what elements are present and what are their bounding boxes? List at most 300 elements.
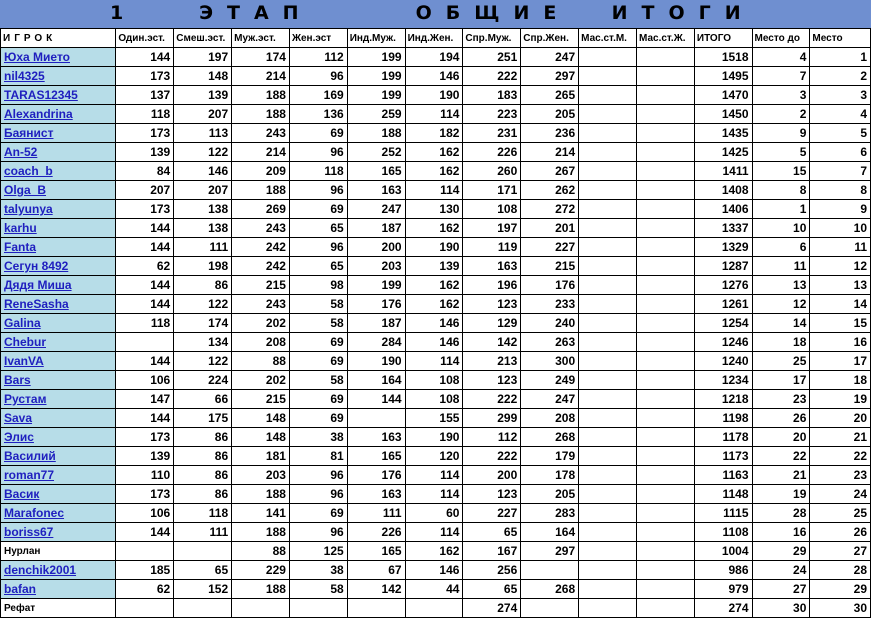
- score-cell: 162: [405, 295, 463, 314]
- score-cell: 139: [116, 447, 174, 466]
- score-cell: 227: [521, 238, 579, 257]
- score-cell: 16: [752, 523, 810, 542]
- score-cell: 108: [463, 200, 521, 219]
- score-cell: 84: [116, 162, 174, 181]
- score-cell: 185: [116, 561, 174, 580]
- score-cell: 21: [810, 428, 871, 447]
- score-cell: 209: [232, 162, 290, 181]
- player-link[interactable]: Marafonec: [1, 504, 116, 523]
- score-cell: [521, 561, 579, 580]
- column-header: Смеш.эст.: [174, 29, 232, 48]
- score-cell: 164: [521, 523, 579, 542]
- score-cell: 142: [347, 580, 405, 599]
- column-header: Инд.Муж.: [347, 29, 405, 48]
- player-link[interactable]: Alexandrina: [1, 105, 116, 124]
- column-header: Инд.Жен.: [405, 29, 463, 48]
- score-cell: 175: [174, 409, 232, 428]
- score-cell: [579, 333, 637, 352]
- score-cell: 1178: [694, 428, 752, 447]
- score-cell: 118: [289, 162, 347, 181]
- score-cell: 11: [810, 238, 871, 257]
- player-link[interactable]: Элис: [1, 428, 116, 447]
- score-cell: 5: [810, 124, 871, 143]
- score-cell: 38: [289, 428, 347, 447]
- score-cell: 144: [116, 276, 174, 295]
- score-cell: 27: [752, 580, 810, 599]
- score-cell: 125: [289, 542, 347, 561]
- player-link[interactable]: Sava: [1, 409, 116, 428]
- score-cell: 197: [174, 48, 232, 67]
- score-cell: 272: [521, 200, 579, 219]
- score-cell: 24: [752, 561, 810, 580]
- score-cell: 13: [752, 276, 810, 295]
- score-cell: [637, 428, 695, 447]
- score-cell: 1254: [694, 314, 752, 333]
- score-cell: 262: [521, 181, 579, 200]
- score-cell: 176: [347, 466, 405, 485]
- score-cell: 22: [810, 447, 871, 466]
- table-row: [1, 561, 871, 580]
- score-cell: 1435: [694, 124, 752, 143]
- score-cell: 1246: [694, 333, 752, 352]
- score-cell: 19: [810, 390, 871, 409]
- score-cell: 96: [289, 466, 347, 485]
- score-cell: [174, 542, 232, 561]
- score-cell: 986: [694, 561, 752, 580]
- score-cell: 187: [347, 219, 405, 238]
- score-cell: 188: [232, 523, 290, 542]
- score-cell: 163: [463, 257, 521, 276]
- score-cell: [637, 48, 695, 67]
- score-cell: [579, 143, 637, 162]
- score-cell: [579, 295, 637, 314]
- score-cell: 174: [174, 314, 232, 333]
- score-cell: 152: [174, 580, 232, 599]
- score-cell: 8: [810, 181, 871, 200]
- score-cell: 13: [810, 276, 871, 295]
- score-cell: [637, 257, 695, 276]
- table-row: [1, 333, 871, 352]
- score-cell: 251: [463, 48, 521, 67]
- score-cell: 134: [174, 333, 232, 352]
- score-cell: 215: [232, 276, 290, 295]
- score-cell: 1406: [694, 200, 752, 219]
- score-cell: [579, 181, 637, 200]
- table-row: [1, 124, 871, 143]
- score-cell: 111: [174, 238, 232, 257]
- score-cell: 60: [405, 504, 463, 523]
- score-cell: 1240: [694, 352, 752, 371]
- score-cell: 1495: [694, 67, 752, 86]
- score-cell: 269: [232, 200, 290, 219]
- table-row: [1, 86, 871, 105]
- score-cell: 144: [347, 390, 405, 409]
- score-cell: 256: [463, 561, 521, 580]
- column-header: Мас.ст.Ж.: [637, 29, 695, 48]
- player-link[interactable]: talyunya: [1, 200, 116, 219]
- score-cell: 138: [174, 200, 232, 219]
- column-header: Место до: [752, 29, 810, 48]
- score-cell: 96: [289, 485, 347, 504]
- table-row: [1, 504, 871, 523]
- score-cell: [579, 67, 637, 86]
- score-cell: [637, 86, 695, 105]
- score-cell: 29: [810, 580, 871, 599]
- score-cell: 243: [232, 295, 290, 314]
- score-cell: [116, 333, 174, 352]
- score-cell: 139: [116, 143, 174, 162]
- sheet-title: 1 ЭТАП ОБЩИЕ ИТОГИ: [110, 2, 755, 24]
- score-cell: 25: [810, 504, 871, 523]
- column-header: Жен.эст: [289, 29, 347, 48]
- score-cell: 207: [174, 105, 232, 124]
- column-header: Мас.ст.М.: [579, 29, 637, 48]
- score-cell: [637, 542, 695, 561]
- score-cell: 222: [463, 67, 521, 86]
- player-link[interactable]: boriss67: [1, 523, 116, 542]
- score-cell: 155: [405, 409, 463, 428]
- score-cell: 1425: [694, 143, 752, 162]
- score-cell: [637, 219, 695, 238]
- score-cell: 129: [463, 314, 521, 333]
- score-cell: 214: [232, 143, 290, 162]
- score-cell: 67: [347, 561, 405, 580]
- score-cell: 190: [405, 238, 463, 257]
- score-cell: 188: [232, 181, 290, 200]
- score-cell: 4: [810, 105, 871, 124]
- score-cell: [637, 238, 695, 257]
- score-cell: 20: [810, 409, 871, 428]
- score-cell: 252: [347, 143, 405, 162]
- score-cell: 1337: [694, 219, 752, 238]
- score-cell: 28: [752, 504, 810, 523]
- score-cell: 207: [116, 181, 174, 200]
- score-cell: 231: [463, 124, 521, 143]
- score-cell: 69: [289, 390, 347, 409]
- score-cell: 113: [174, 124, 232, 143]
- score-cell: [637, 181, 695, 200]
- score-cell: 226: [463, 143, 521, 162]
- score-cell: 2: [752, 105, 810, 124]
- table-row: [1, 162, 871, 181]
- player-link[interactable]: Chebur: [1, 333, 116, 352]
- score-cell: [579, 257, 637, 276]
- score-cell: 260: [463, 162, 521, 181]
- table-row: [1, 48, 871, 67]
- score-cell: [579, 162, 637, 181]
- player-link[interactable]: Galina: [1, 314, 116, 333]
- score-cell: [637, 67, 695, 86]
- player-link[interactable]: coach_b: [1, 162, 116, 181]
- score-cell: [637, 580, 695, 599]
- score-cell: 173: [116, 428, 174, 447]
- table-row: [1, 67, 871, 86]
- score-cell: 123: [463, 485, 521, 504]
- score-cell: 199: [347, 67, 405, 86]
- score-cell: 65: [463, 523, 521, 542]
- score-cell: 148: [232, 409, 290, 428]
- score-cell: 8: [752, 181, 810, 200]
- score-cell: 118: [116, 314, 174, 333]
- score-cell: 23: [752, 390, 810, 409]
- score-cell: [637, 105, 695, 124]
- score-cell: 1108: [694, 523, 752, 542]
- score-cell: 146: [174, 162, 232, 181]
- score-cell: 274: [463, 599, 521, 618]
- player-link[interactable]: Баянист: [1, 124, 116, 143]
- score-cell: 283: [521, 504, 579, 523]
- score-cell: 19: [752, 485, 810, 504]
- score-cell: [579, 428, 637, 447]
- score-cell: 96: [289, 238, 347, 257]
- player-link[interactable]: Васик: [1, 485, 116, 504]
- score-cell: 98: [289, 276, 347, 295]
- score-cell: 144: [116, 523, 174, 542]
- score-cell: [637, 124, 695, 143]
- score-cell: 12: [752, 295, 810, 314]
- score-cell: 190: [347, 352, 405, 371]
- score-cell: [637, 200, 695, 219]
- score-cell: 65: [289, 257, 347, 276]
- score-cell: 110: [116, 466, 174, 485]
- score-cell: 137: [116, 86, 174, 105]
- column-header: Место: [810, 29, 871, 48]
- score-cell: 190: [405, 428, 463, 447]
- score-cell: [579, 523, 637, 542]
- score-cell: 15: [810, 314, 871, 333]
- score-cell: 300: [521, 352, 579, 371]
- score-cell: 88: [232, 542, 290, 561]
- score-cell: 114: [405, 466, 463, 485]
- table-row: [1, 485, 871, 504]
- score-cell: 199: [347, 48, 405, 67]
- score-cell: 96: [289, 523, 347, 542]
- player-link[interactable]: Юха Мието: [1, 48, 116, 67]
- player-name: Нурлан: [1, 542, 116, 561]
- score-cell: 10: [752, 219, 810, 238]
- score-cell: [579, 390, 637, 409]
- score-cell: 182: [405, 124, 463, 143]
- score-cell: [579, 352, 637, 371]
- score-cell: [579, 124, 637, 143]
- table-row: [1, 466, 871, 485]
- score-cell: 267: [521, 162, 579, 181]
- score-cell: [579, 371, 637, 390]
- player-link[interactable]: TARAS12345: [1, 86, 116, 105]
- score-cell: 142: [463, 333, 521, 352]
- score-cell: 58: [289, 371, 347, 390]
- score-cell: 163: [347, 181, 405, 200]
- table-row: [1, 523, 871, 542]
- player-link[interactable]: roman77: [1, 466, 116, 485]
- player-name: Рефат: [1, 599, 116, 618]
- score-cell: 1329: [694, 238, 752, 257]
- score-cell: 12: [810, 257, 871, 276]
- score-cell: 199: [347, 276, 405, 295]
- table-row: [1, 219, 871, 238]
- score-cell: 196: [463, 276, 521, 295]
- score-cell: 187: [347, 314, 405, 333]
- player-link[interactable]: Рустам: [1, 390, 116, 409]
- score-cell: 183: [463, 86, 521, 105]
- score-cell: 96: [289, 67, 347, 86]
- score-cell: 169: [289, 86, 347, 105]
- score-cell: 114: [405, 485, 463, 504]
- score-cell: 263: [521, 333, 579, 352]
- score-cell: 1004: [694, 542, 752, 561]
- table-row: [1, 447, 871, 466]
- score-cell: 1470: [694, 86, 752, 105]
- table-row: [1, 276, 871, 295]
- table-row: [1, 105, 871, 124]
- column-header: Муж.эст.: [232, 29, 290, 48]
- score-cell: 65: [174, 561, 232, 580]
- score-cell: 114: [405, 181, 463, 200]
- score-cell: 163: [347, 428, 405, 447]
- player-link[interactable]: Василий: [1, 447, 116, 466]
- score-cell: [637, 561, 695, 580]
- player-link[interactable]: Bars: [1, 371, 116, 390]
- score-cell: 123: [463, 371, 521, 390]
- score-cell: 96: [289, 143, 347, 162]
- score-cell: 249: [521, 371, 579, 390]
- score-cell: 114: [405, 523, 463, 542]
- score-cell: 144: [116, 352, 174, 371]
- score-cell: 139: [174, 86, 232, 105]
- score-cell: 1518: [694, 48, 752, 67]
- player-link[interactable]: ReneSasha: [1, 295, 116, 314]
- score-cell: 111: [347, 504, 405, 523]
- score-cell: 259: [347, 105, 405, 124]
- score-cell: 178: [521, 466, 579, 485]
- player-link[interactable]: karhu: [1, 219, 116, 238]
- score-cell: 163: [347, 485, 405, 504]
- score-cell: 14: [810, 295, 871, 314]
- score-cell: 4: [752, 48, 810, 67]
- score-cell: 222: [463, 390, 521, 409]
- score-cell: 164: [347, 371, 405, 390]
- score-cell: 122: [174, 143, 232, 162]
- score-cell: 86: [174, 428, 232, 447]
- score-cell: 7: [810, 162, 871, 181]
- score-cell: 130: [405, 200, 463, 219]
- score-cell: 17: [810, 352, 871, 371]
- score-cell: 297: [521, 67, 579, 86]
- score-cell: 1261: [694, 295, 752, 314]
- score-cell: 112: [289, 48, 347, 67]
- player-link[interactable]: Olga_B: [1, 181, 116, 200]
- score-cell: [637, 162, 695, 181]
- score-cell: 123: [463, 295, 521, 314]
- score-cell: 2: [810, 67, 871, 86]
- score-cell: 111: [174, 523, 232, 542]
- score-cell: [637, 314, 695, 333]
- player-link[interactable]: An-52: [1, 143, 116, 162]
- score-cell: [347, 409, 405, 428]
- player-link[interactable]: bafan: [1, 580, 116, 599]
- column-header: ИТОГО: [694, 29, 752, 48]
- score-cell: 65: [289, 219, 347, 238]
- table-row: [1, 314, 871, 333]
- score-cell: 215: [232, 390, 290, 409]
- score-cell: 86: [174, 485, 232, 504]
- player-link[interactable]: Fanta: [1, 238, 116, 257]
- score-cell: 214: [521, 143, 579, 162]
- score-cell: 176: [521, 276, 579, 295]
- score-cell: 114: [405, 352, 463, 371]
- score-cell: 15: [752, 162, 810, 181]
- score-cell: 188: [347, 124, 405, 143]
- score-cell: 215: [521, 257, 579, 276]
- score-cell: 162: [405, 542, 463, 561]
- score-cell: 188: [232, 580, 290, 599]
- score-cell: 6: [810, 143, 871, 162]
- score-cell: 165: [347, 447, 405, 466]
- score-cell: [579, 485, 637, 504]
- score-cell: 3: [810, 86, 871, 105]
- score-cell: 38: [289, 561, 347, 580]
- player-link[interactable]: Дядя Миша: [1, 276, 116, 295]
- score-cell: 10: [810, 219, 871, 238]
- score-cell: 108: [405, 371, 463, 390]
- score-cell: 190: [405, 86, 463, 105]
- score-cell: [116, 542, 174, 561]
- score-cell: 162: [405, 162, 463, 181]
- score-cell: 144: [116, 219, 174, 238]
- score-cell: 213: [463, 352, 521, 371]
- score-cell: 122: [174, 295, 232, 314]
- player-link[interactable]: nil4325: [1, 67, 116, 86]
- score-cell: 179: [521, 447, 579, 466]
- score-cell: [637, 276, 695, 295]
- score-cell: 30: [752, 599, 810, 618]
- score-cell: 18: [752, 333, 810, 352]
- score-cell: 120: [405, 447, 463, 466]
- score-cell: 141: [232, 504, 290, 523]
- table-row: [1, 428, 871, 447]
- score-cell: 112: [463, 428, 521, 447]
- score-cell: 247: [521, 48, 579, 67]
- score-cell: [637, 466, 695, 485]
- player-link[interactable]: Сегун 8492: [1, 257, 116, 276]
- score-cell: 1: [810, 48, 871, 67]
- score-cell: 162: [405, 143, 463, 162]
- score-cell: 69: [289, 333, 347, 352]
- score-cell: [579, 219, 637, 238]
- score-cell: 1: [752, 200, 810, 219]
- score-cell: 201: [521, 219, 579, 238]
- score-cell: 247: [521, 390, 579, 409]
- player-link[interactable]: IvanVA: [1, 352, 116, 371]
- score-cell: 147: [116, 390, 174, 409]
- score-cell: 58: [289, 295, 347, 314]
- score-cell: 274: [694, 599, 752, 618]
- score-cell: 118: [116, 105, 174, 124]
- score-cell: 144: [116, 295, 174, 314]
- score-cell: 173: [116, 485, 174, 504]
- score-cell: 227: [463, 504, 521, 523]
- player-link[interactable]: denchik2001: [1, 561, 116, 580]
- score-cell: 1411: [694, 162, 752, 181]
- table-row: [1, 580, 871, 599]
- score-cell: 62: [116, 257, 174, 276]
- score-cell: [579, 580, 637, 599]
- score-cell: 1450: [694, 105, 752, 124]
- score-cell: 208: [232, 333, 290, 352]
- score-cell: 1198: [694, 409, 752, 428]
- score-cell: 69: [289, 504, 347, 523]
- score-cell: 14: [752, 314, 810, 333]
